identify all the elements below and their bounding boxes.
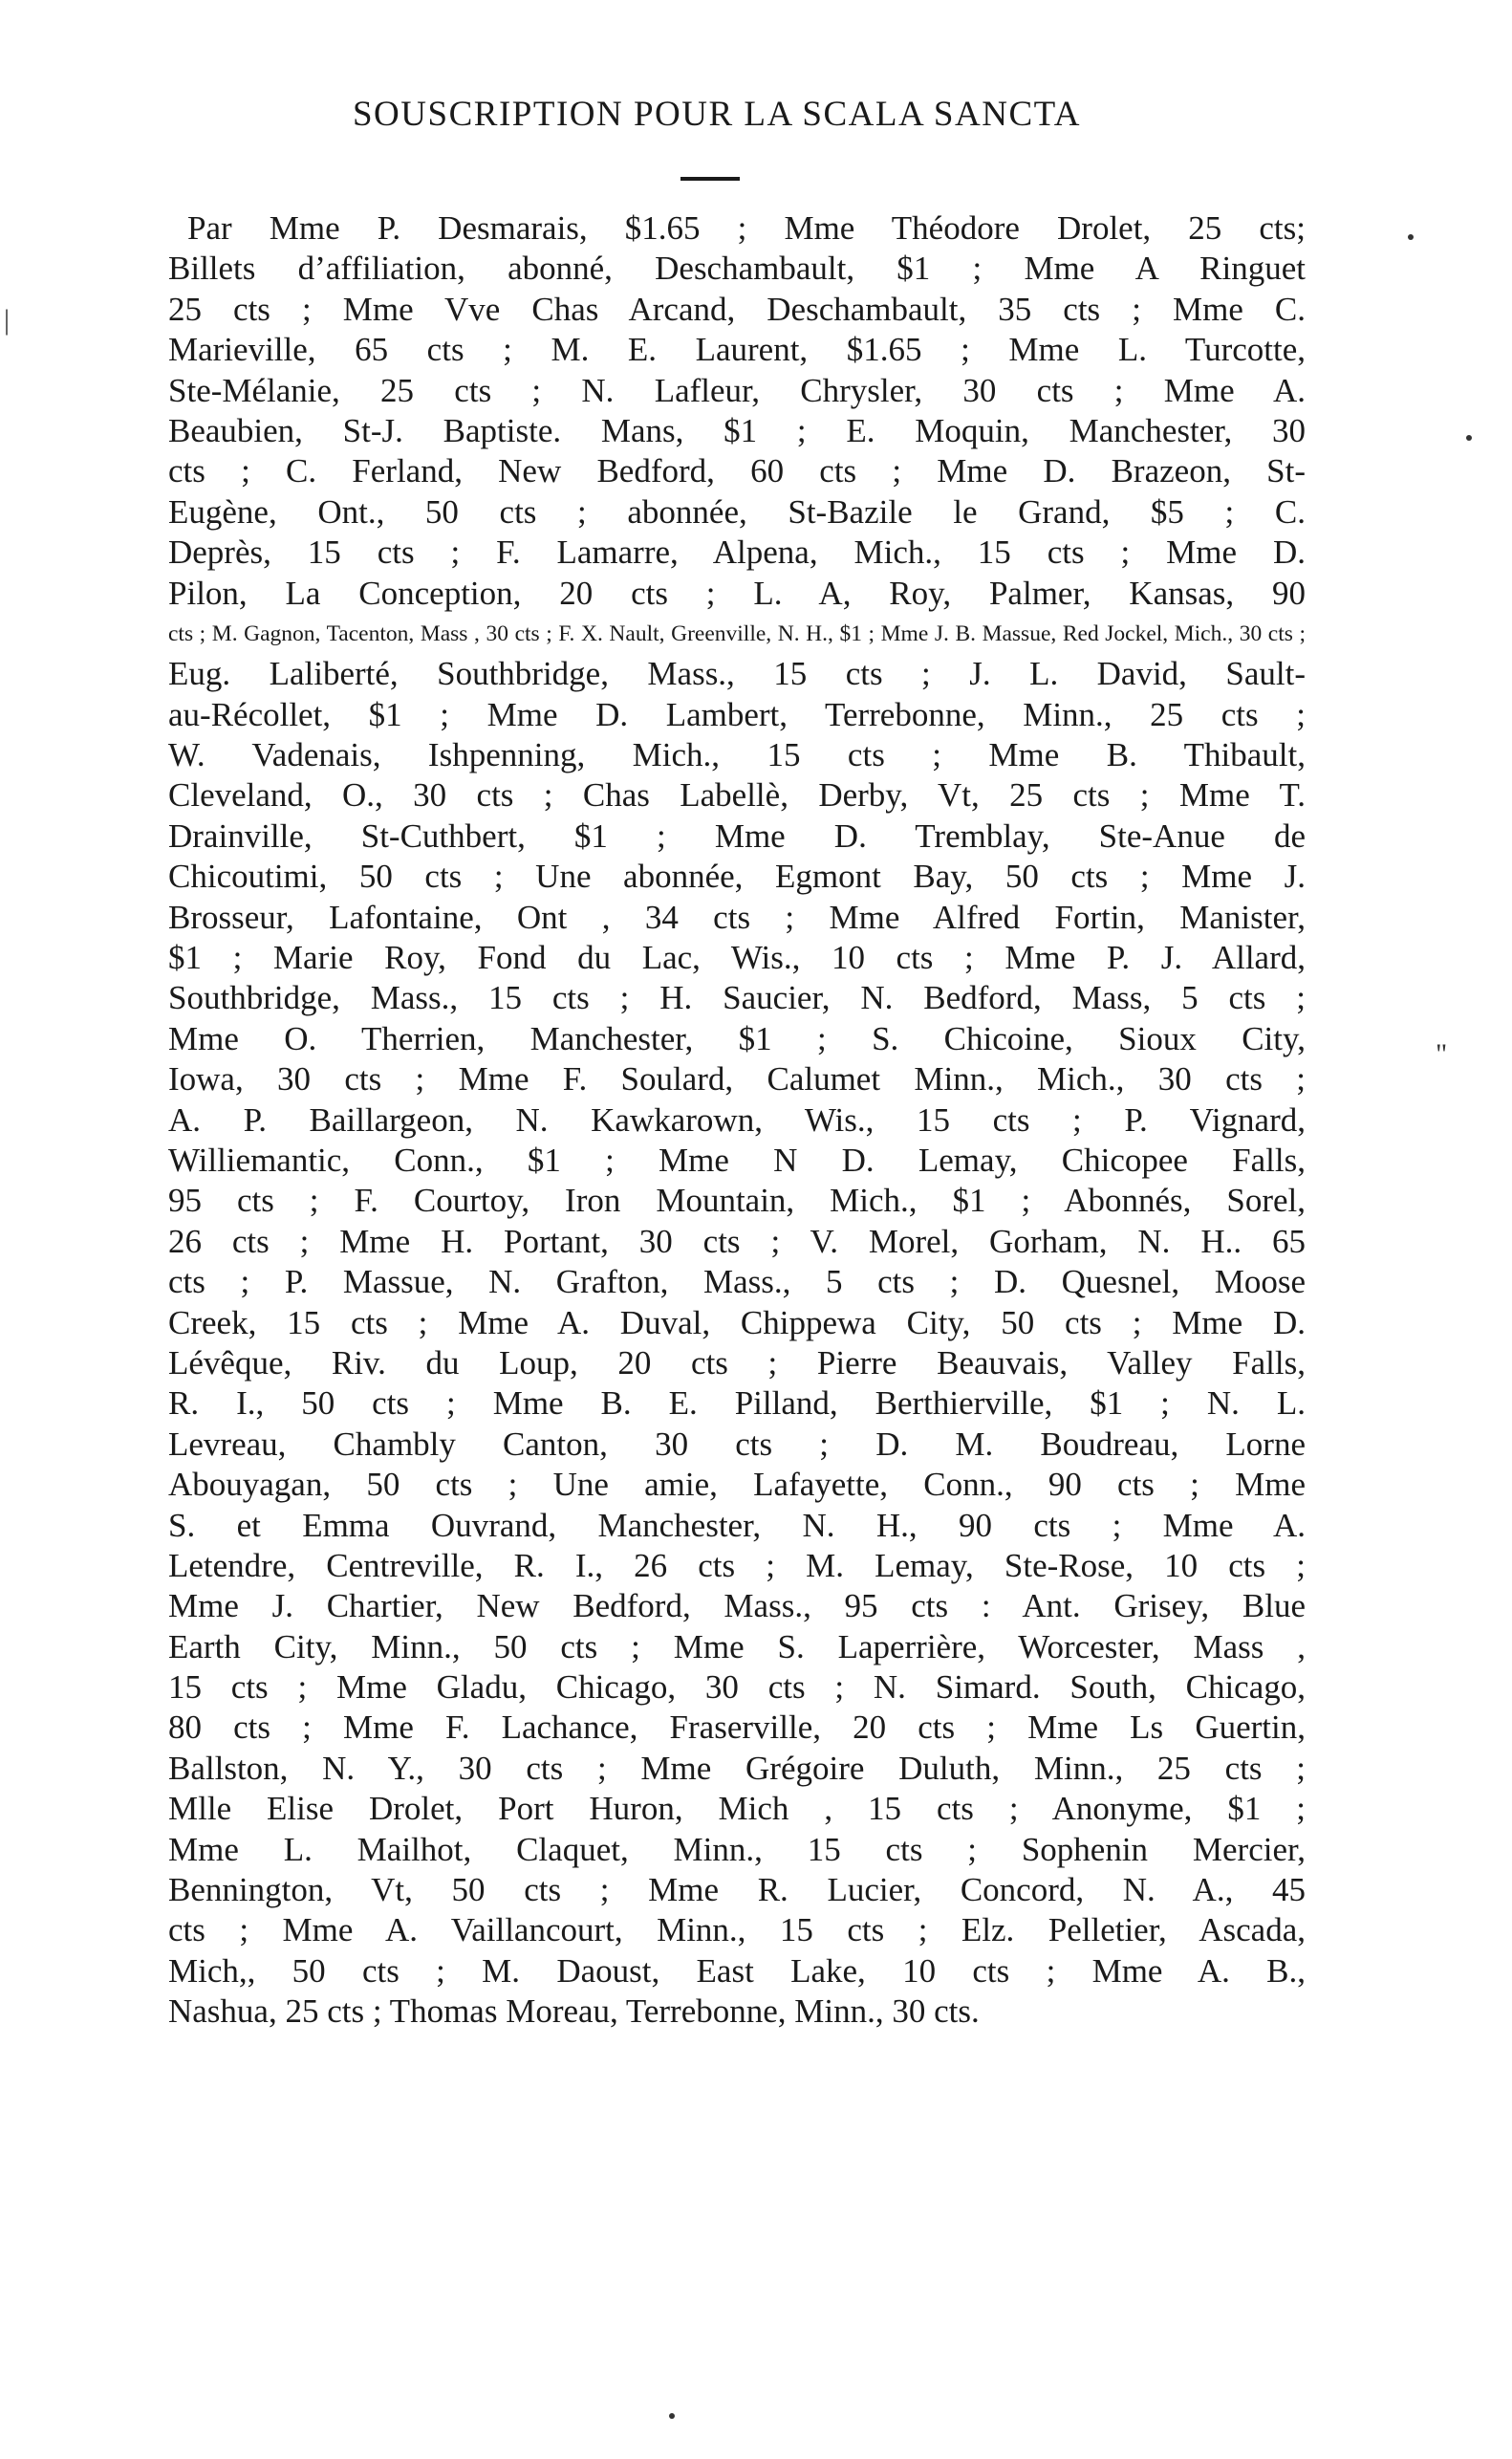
margin-mark-left: |	[4, 304, 11, 336]
text-line: S. et Emma Ouvrand, Manchester, N. H., 90 cts ; Mme A.	[168, 1506, 1306, 1544]
text-line: Creek, 15 cts ; Mme A. Duval, Chippewa City, 50 cts ; Mme D.	[168, 1303, 1306, 1341]
page-speck	[669, 2413, 675, 2419]
text-line: Par Mme P. Desmarais, $1.65 ; Mme Théodore Drolet, 25 cts;	[187, 209, 1306, 247]
page-title: SOUSCRIPTION POUR LA SCALA SANCTA	[352, 95, 1081, 134]
text-line: Ballston, N. Y., 30 cts ; Mme Grégoire Duluth, Minn., 25 cts ;	[168, 1749, 1306, 1787]
text-line: Bennington, Vt, 50 cts ; Mme R. Lucier, Concord, N. A., 45	[168, 1871, 1306, 1909]
margin-speck	[1466, 435, 1472, 441]
text-line: Marieville, 65 cts ; M. E. Laurent, $1.65 ; Mme L. Turcotte,	[168, 331, 1306, 369]
text-line: 80 cts ; Mme F. Lachance, Fraserville, 20 cts ; Mme Ls Guertin,	[168, 1708, 1306, 1747]
text-line: cts ; C. Ferland, New Bedford, 60 cts ; Mme D. Brazeon, St-	[168, 452, 1306, 490]
text-line: A. P. Baillargeon, N. Kawkarown, Wis., 15 cts ; P. Vignard,	[168, 1100, 1306, 1139]
text-line: Drainville, St-Cuthbert, $1 ; Mme D. Tremblay, Ste-Anue de	[168, 816, 1306, 855]
text-line: cts ; P. Massue, N. Grafton, Mass., 5 cts ; D. Quesnel, Moose	[168, 1263, 1306, 1301]
text-line: Pilon, La Conception, 20 cts ; L. A, Roy, Palmer, Kansas, 90	[168, 574, 1306, 612]
text-line: 95 cts ; F. Courtoy, Iron Mountain, Mich., $1 ; Abonnés, Sorel,	[168, 1182, 1306, 1220]
text-line: Beaubien, St-J. Baptiste. Mans, $1 ; E. Moquin, Manchester, 30	[168, 411, 1306, 449]
text-line: Mme J. Chartier, New Bedford, Mass., 95 cts : Ant. Grisey, Blue	[168, 1587, 1306, 1625]
text-line: R. I., 50 cts ; Mme B. E. Pilland, Berthierville, $1 ; N. L.	[168, 1384, 1306, 1423]
text-line: 26 cts ; Mme H. Portant, 30 cts ; V. Morel, Gorham, N. H.. 65	[168, 1222, 1306, 1260]
text-line: W. Vadenais, Ishpenning, Mich., 15 cts ; Mme B. Thibault,	[168, 736, 1306, 774]
text-line: Ste-Mélanie, 25 cts ; N. Lafleur, Chrysler, 30 cts ; Mme A.	[168, 371, 1306, 409]
text-line: Cleveland, O., 30 cts ; Chas Labellè, Derby, Vt, 25 cts ; Mme T.	[168, 776, 1306, 815]
text-line: Eugène, Ont., 50 cts ; abonnée, St-Bazile le Grand, $5 ; C.	[168, 492, 1306, 531]
text-line: Levreau, Chambly Canton, 30 cts ; D. M. Boudreau, Lorne	[168, 1425, 1306, 1463]
text-line: Mich,, 50 cts ; M. Daoust, East Lake, 10 cts ; Mme A. B.,	[168, 1951, 1306, 1990]
text-line: Abouyagan, 50 cts ; Une amie, Lafayette, Conn., 90 cts ; Mme	[168, 1466, 1306, 1504]
text-line: Brosseur, Lafontaine, Ont , 34 cts ; Mme Alfred Fortin, Manister,	[168, 898, 1306, 936]
text-line: cts ; M. Gagnon, Tacenton, Mass , 30 cts ; F. X. Nault, Greenville, N. H., $1 ; Mme J. B. Massue, Red Jockel, Mich., 30 cts ;	[168, 620, 1306, 646]
text-line: Nashua, 25 cts ; Thomas Moreau, Terrebonne, Minn., 30 cts.	[168, 1992, 980, 2031]
title-rule	[680, 177, 740, 181]
text-line: Mlle Elise Drolet, Port Huron, Mich , 15 cts ; Anonyme, $1 ;	[168, 1790, 1306, 1828]
text-line: Lévêque, Riv. du Loup, 20 cts ; Pierre Beauvais, Valley Falls,	[168, 1343, 1306, 1382]
text-line: $1 ; Marie Roy, Fond du Lac, Wis., 10 cts ; Mme P. J. Allard,	[168, 939, 1306, 977]
text-line: au-Récollet, $1 ; Mme D. Lambert, Terrebonne, Minn., 25 cts ;	[168, 695, 1306, 733]
text-line: Mme O. Therrien, Manchester, $1 ; S. Chicoine, Sioux City,	[168, 1019, 1306, 1057]
text-line: Iowa, 30 cts ; Mme F. Soulard, Calumet Minn., Mich., 30 cts ;	[168, 1060, 1306, 1099]
text-line: Eug. Laliberté, Southbridge, Mass., 15 cts ; J. L. David, Sault-	[168, 655, 1306, 693]
margin-speck	[1408, 234, 1414, 240]
text-line: Deprès, 15 cts ; F. Lamarre, Alpena, Mich., 15 cts ; Mme D.	[168, 533, 1306, 572]
text-line: Mme L. Mailhot, Claquet, Minn., 15 cts ; Sophenin Mercier,	[168, 1830, 1306, 1868]
text-line: Williemantic, Conn., $1 ; Mme N D. Lemay, Chicopee Falls,	[168, 1141, 1306, 1179]
text-line: Chicoutimi, 50 cts ; Une abonnée, Egmont Bay, 50 cts ; Mme J.	[168, 858, 1306, 896]
text-line: 25 cts ; Mme Vve Chas Arcand, Deschambault, 35 cts ; Mme C.	[168, 290, 1306, 328]
margin-mark-right: "	[1436, 1038, 1448, 1070]
text-line: cts ; Mme A. Vaillancourt, Minn., 15 cts ; Elz. Pelletier, Ascada,	[168, 1911, 1306, 1949]
text-line: Letendre, Centreville, R. I., 26 cts ; M. Lemay, Ste-Rose, 10 cts ;	[168, 1546, 1306, 1584]
text-line: Billets d’affiliation, abonné, Deschambault, $1 ; Mme A Ringuet	[168, 250, 1306, 288]
text-line: Earth City, Minn., 50 cts ; Mme S. Laperrière, Worcester, Mass ,	[168, 1627, 1306, 1665]
text-line: 15 cts ; Mme Gladu, Chicago, 30 cts ; N. Simard. South, Chicago,	[168, 1668, 1306, 1707]
subscription-list	[168, 208, 1306, 2033]
text-line: Southbridge, Mass., 15 cts ; H. Saucier, N. Bedford, Mass, 5 cts ;	[168, 979, 1306, 1017]
